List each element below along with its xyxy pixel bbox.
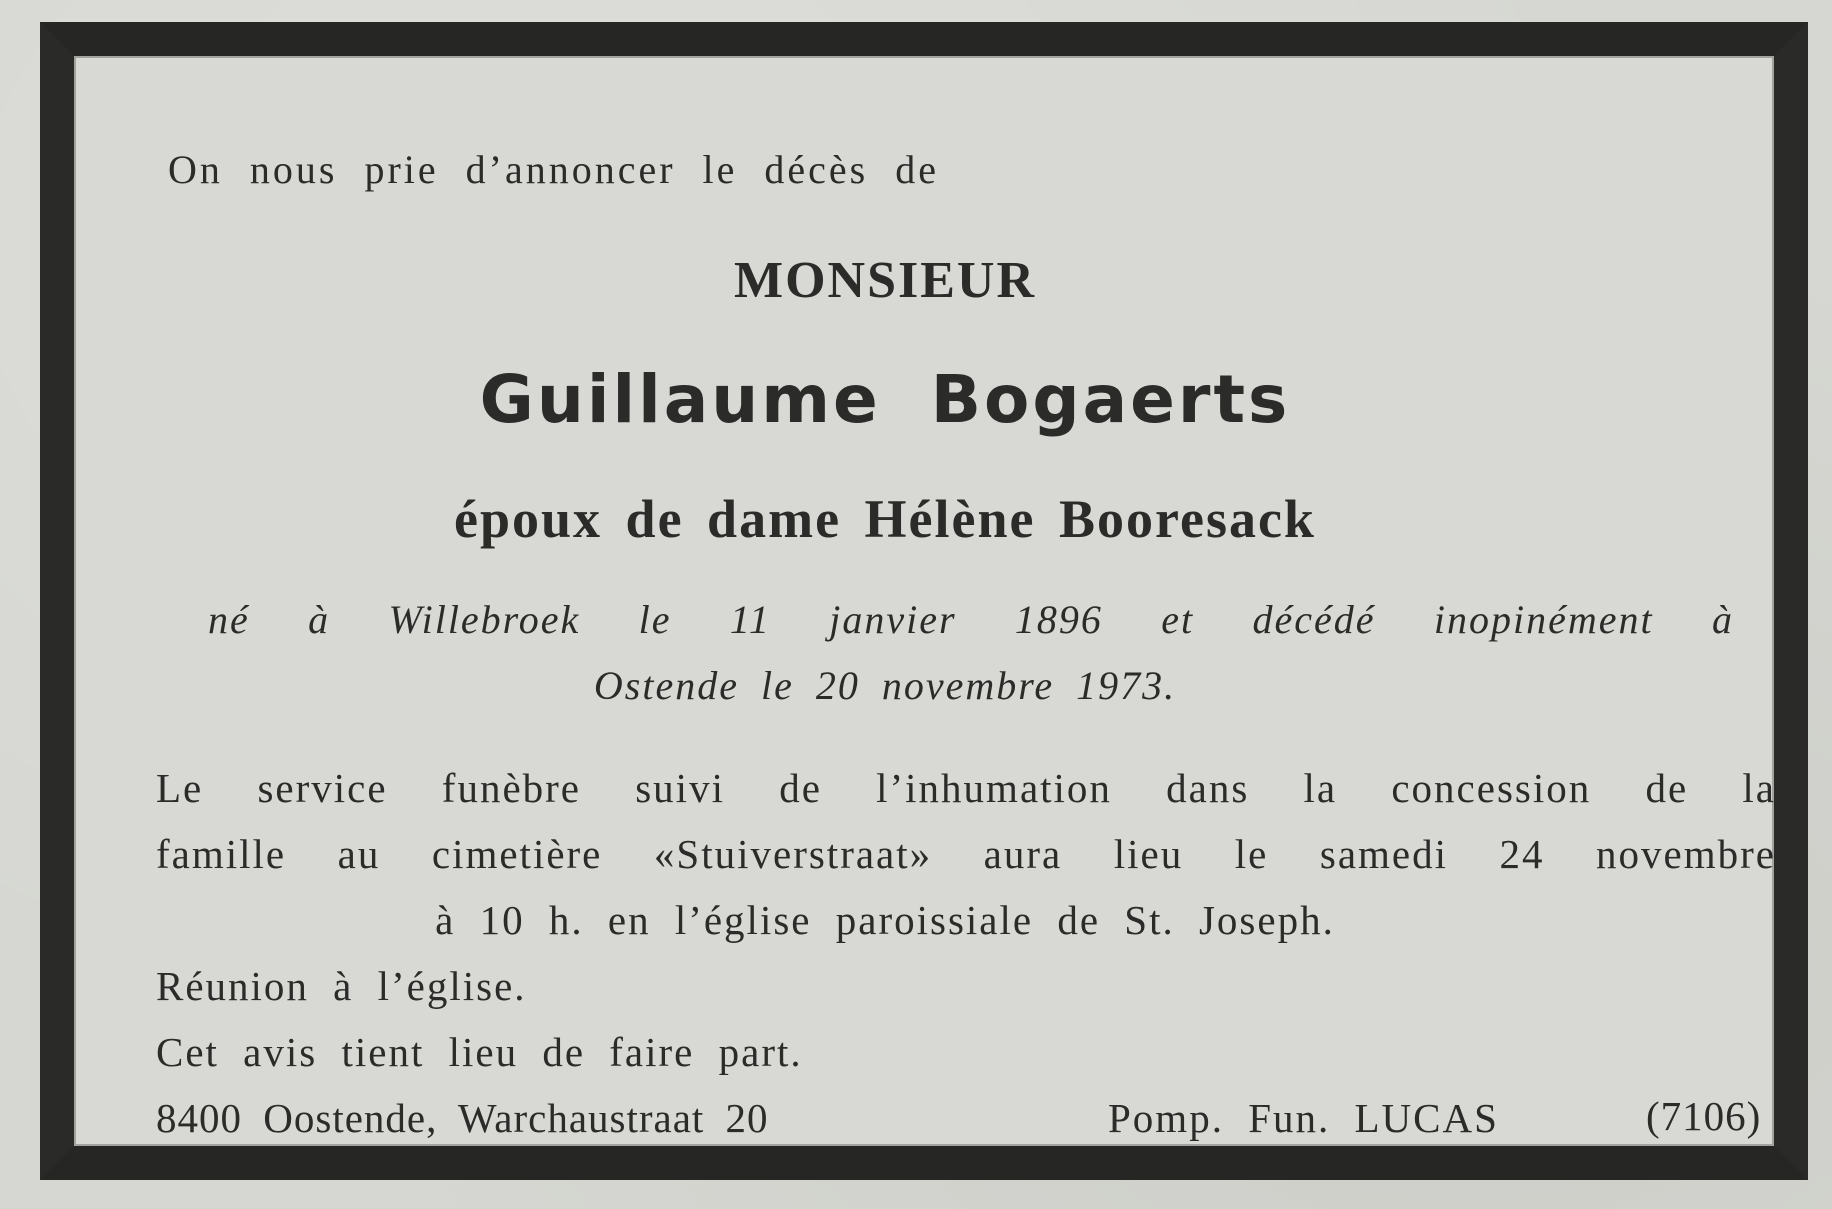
deceased-name: Guillaume Bogaerts — [479, 361, 1291, 438]
remark-line: Cet avis tient lieu de faire part. — [156, 1029, 803, 1075]
intro-text: On nous prie d’annoncer le décès de — [168, 147, 939, 192]
spouse-line: époux de dame Hélène Booresack — [454, 489, 1316, 549]
obituary-notice — [40, 26, 1776, 1141]
family-address: 8400 Oostende, Warchaustraat 20 — [156, 1095, 769, 1141]
birth-death-line-1: né à Willebroek le 11 janvier 1896 et décédé inopinément à — [208, 597, 1734, 642]
honorific-title: MONSIEUR — [733, 252, 1037, 309]
birth-death-line-2: Ostende le 20 novembre 1973. — [593, 663, 1177, 708]
reunion-line: Réunion à l’église. — [156, 963, 527, 1009]
reference-number: (7106) — [1646, 1093, 1762, 1139]
service-line-2: famille au cimetière «Stuiverstraat» aura lieu le samedi 24 novembre — [156, 831, 1776, 877]
undertaker-name: Pomp. Fun. LUCAS — [1108, 1095, 1499, 1141]
service-line-1: Le service funèbre suivi de l’inhumation dans la concession de la — [156, 765, 1776, 811]
service-line-3: à 10 h. en l’église paroissiale de St. Joseph. — [435, 897, 1335, 943]
